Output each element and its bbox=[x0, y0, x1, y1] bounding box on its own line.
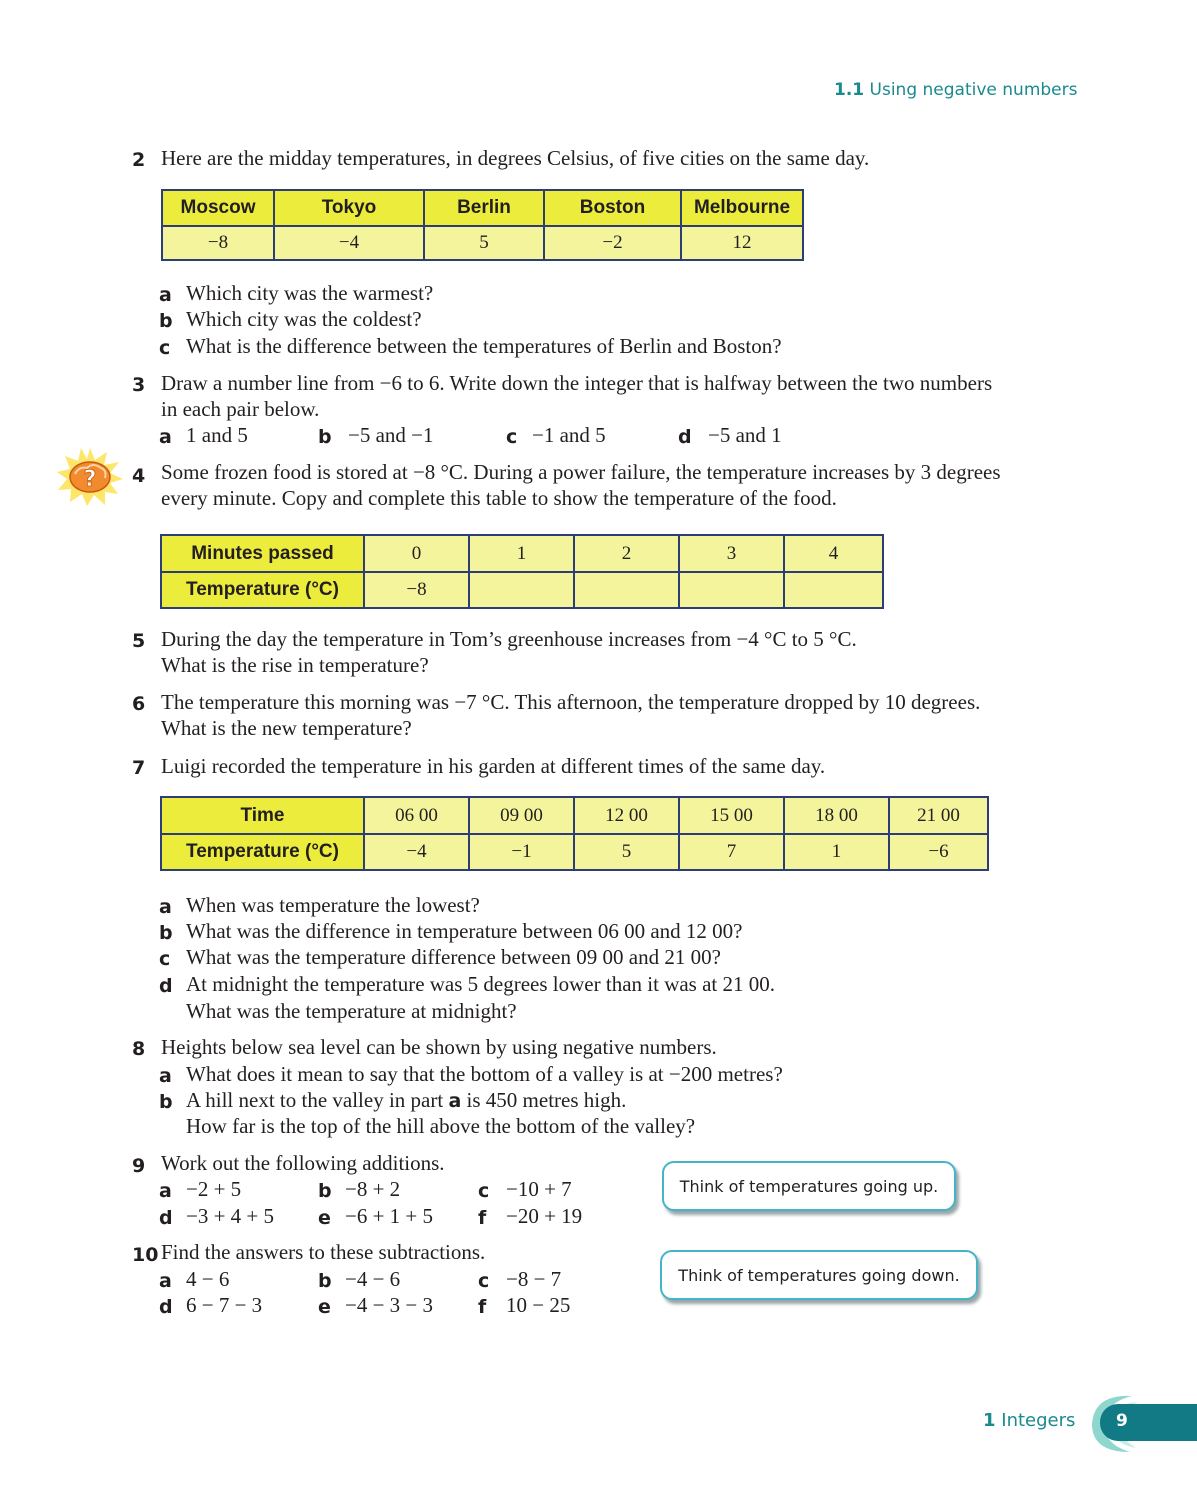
table-cell: 4 bbox=[784, 535, 883, 572]
table-cell bbox=[574, 572, 679, 608]
part-text: Which city was the warmest? bbox=[186, 281, 434, 305]
question-number: 4 bbox=[132, 465, 146, 487]
part-text bbox=[186, 1088, 626, 1113]
part-text: −8 + 2 bbox=[345, 1177, 401, 1201]
table-header-cell: Temperature (°C) bbox=[161, 834, 364, 870]
part-label: a bbox=[159, 284, 172, 306]
part-label: c bbox=[478, 1180, 490, 1202]
table-cell: 5 bbox=[574, 834, 679, 870]
question-text: Luigi recorded the temperature in his garden at different times of the same day. bbox=[161, 754, 826, 778]
table-cell bbox=[784, 572, 883, 608]
page-number-tab bbox=[1100, 1404, 1197, 1441]
page-number: 9 bbox=[1116, 1411, 1128, 1431]
part-text: −6 + 1 + 5 bbox=[345, 1204, 434, 1228]
table-cell: −2 bbox=[544, 226, 681, 260]
part-label: d bbox=[678, 426, 692, 448]
question-text: every minute. Copy and complete this table to show the temperature of the food. bbox=[161, 486, 837, 510]
chapter-title: Integers bbox=[1001, 1410, 1076, 1431]
table-cell: −8 bbox=[364, 572, 469, 608]
section-title: Using negative numbers bbox=[869, 80, 1078, 100]
svg-text:?: ? bbox=[83, 467, 97, 492]
question-number: 3 bbox=[132, 374, 146, 396]
table-header-cell: Minutes passed bbox=[161, 535, 364, 572]
table-cell: −4 bbox=[364, 834, 469, 870]
question-text: The temperature this morning was −7 °C. This afternoon, the temperature dropped by 10 degrees. bbox=[161, 690, 981, 714]
part-label: d bbox=[159, 1296, 173, 1318]
hint-box: Think of temperatures going down. bbox=[660, 1250, 978, 1300]
question-text: Here are the midday temperatures, in degrees Celsius, of five cities on the same day. bbox=[161, 146, 870, 170]
part-text: −10 + 7 bbox=[506, 1177, 572, 1201]
table-header-cell: Boston bbox=[544, 190, 681, 226]
part-text: What was the difference in temperature between 06 00 and 12 00? bbox=[186, 919, 743, 943]
part-label: e bbox=[318, 1296, 331, 1318]
part-label: b bbox=[318, 1270, 332, 1292]
part-text: −1 and 5 bbox=[532, 423, 606, 447]
question-text: Work out the following additions. bbox=[161, 1151, 445, 1175]
part-text: −8 − 7 bbox=[506, 1267, 562, 1291]
table-cell: 06 00 bbox=[364, 797, 469, 834]
part-label: e bbox=[318, 1207, 331, 1229]
question-number: 2 bbox=[132, 149, 146, 171]
question-number: 8 bbox=[132, 1038, 146, 1060]
table-cell bbox=[679, 572, 784, 608]
question-text: Heights below sea level can be shown by using negative numbers. bbox=[161, 1035, 717, 1059]
part-label: a bbox=[159, 1270, 172, 1292]
part-label: f bbox=[478, 1296, 487, 1318]
part-label: d bbox=[159, 975, 173, 997]
part-label: c bbox=[478, 1270, 490, 1292]
table-header-cell: Moscow bbox=[162, 190, 274, 226]
table-cell: 18 00 bbox=[784, 797, 889, 834]
part-text: 1 and 5 bbox=[186, 423, 248, 447]
part-label: b bbox=[318, 426, 332, 448]
part-label: b bbox=[318, 1180, 332, 1202]
chapter-number: 1 bbox=[983, 1410, 996, 1431]
question-text: Some frozen food is stored at −8 °C. During a power failure, the temperature increases by 3 degrees bbox=[161, 460, 1001, 484]
question-number: 10 bbox=[132, 1244, 159, 1266]
question-number: 9 bbox=[132, 1155, 146, 1177]
part-label: a bbox=[159, 896, 172, 918]
table-cell: −1 bbox=[469, 834, 574, 870]
question-text: Find the answers to these subtractions. bbox=[161, 1240, 486, 1264]
table-cell: 5 bbox=[424, 226, 544, 260]
part-text: −2 + 5 bbox=[186, 1177, 242, 1201]
part-text: −5 and −1 bbox=[348, 423, 434, 447]
part-text: What does it mean to say that the bottom of a valley is at −200 metres? bbox=[186, 1062, 783, 1086]
part-text: 4 − 6 bbox=[186, 1267, 230, 1291]
hint-box: Think of temperatures going up. bbox=[662, 1161, 956, 1211]
table-header-cell: Berlin bbox=[424, 190, 544, 226]
part-label: c bbox=[159, 948, 171, 970]
part-text: 10 − 25 bbox=[506, 1293, 571, 1317]
table-cell: 1 bbox=[784, 834, 889, 870]
table-cell: 7 bbox=[679, 834, 784, 870]
question-text: During the day the temperature in Tom’s greenhouse increases from −4 °C to 5 °C. bbox=[161, 627, 857, 651]
part-text: How far is the top of the hill above the bottom of the valley? bbox=[186, 1114, 696, 1138]
part-label: d bbox=[159, 1207, 173, 1229]
table-cell: 3 bbox=[679, 535, 784, 572]
table-header-cell: Tokyo bbox=[274, 190, 424, 226]
running-head bbox=[834, 80, 1077, 100]
table-cell: −8 bbox=[162, 226, 274, 260]
part-label: a bbox=[159, 1065, 172, 1087]
table-cell: 0 bbox=[364, 535, 469, 572]
part-text: Which city was the coldest? bbox=[186, 307, 422, 331]
table-cell: −6 bbox=[889, 834, 988, 870]
question-text: Draw a number line from −6 to 6. Write down the integer that is halfway between the two numbers bbox=[161, 371, 993, 395]
section-number: 1.1 bbox=[834, 80, 865, 100]
part-text: What is the difference between the temperatures of Berlin and Boston? bbox=[186, 334, 782, 358]
part-text: At midnight the temperature was 5 degrees lower than it was at 21 00. bbox=[186, 972, 776, 996]
part-label: a bbox=[159, 1180, 172, 1202]
part-label: b bbox=[159, 1091, 173, 1113]
part-text: −4 − 3 − 3 bbox=[345, 1293, 434, 1317]
part-text: −5 and 1 bbox=[708, 423, 782, 447]
part-text: When was temperature the lowest? bbox=[186, 893, 480, 917]
table-header-cell: Melbourne bbox=[681, 190, 803, 226]
part-text: 6 − 7 − 3 bbox=[186, 1293, 263, 1317]
part-text-segment: A hill next to the valley in part bbox=[186, 1088, 444, 1112]
question-text: What is the rise in temperature? bbox=[161, 653, 429, 677]
city-temperature-table bbox=[161, 189, 804, 261]
chapter-label bbox=[983, 1410, 1075, 1431]
question-number: 7 bbox=[132, 757, 146, 779]
part-label: c bbox=[506, 426, 518, 448]
table-cell: 12 bbox=[681, 226, 803, 260]
part-label: b bbox=[159, 310, 173, 332]
question-number: 5 bbox=[132, 630, 146, 652]
frozen-food-table bbox=[160, 534, 884, 609]
table-cell bbox=[469, 572, 574, 608]
table-cell: 21 00 bbox=[889, 797, 988, 834]
part-label: b bbox=[159, 922, 173, 944]
part-reference: a bbox=[448, 1090, 462, 1112]
table-cell: −4 bbox=[274, 226, 424, 260]
table-cell: 12 00 bbox=[574, 797, 679, 834]
part-text: What was the temperature difference between 09 00 and 21 00? bbox=[186, 945, 721, 969]
puzzle-brain-icon bbox=[57, 448, 123, 506]
part-label: a bbox=[159, 426, 172, 448]
table-cell: 1 bbox=[469, 535, 574, 572]
question-number: 6 bbox=[132, 693, 146, 715]
part-label: c bbox=[159, 337, 171, 359]
table-header-cell: Time bbox=[161, 797, 364, 834]
table-cell: 09 00 bbox=[469, 797, 574, 834]
question-text: What is the new temperature? bbox=[161, 716, 412, 740]
part-text: −20 + 19 bbox=[506, 1204, 583, 1228]
part-text: −3 + 4 + 5 bbox=[186, 1204, 275, 1228]
table-cell: 15 00 bbox=[679, 797, 784, 834]
part-text-segment: is 450 metres high. bbox=[466, 1088, 627, 1112]
part-text: −4 − 6 bbox=[345, 1267, 401, 1291]
question-text: in each pair below. bbox=[161, 397, 320, 421]
part-label: f bbox=[478, 1207, 487, 1229]
garden-temperature-table bbox=[160, 796, 989, 871]
table-header-cell: Temperature (°C) bbox=[161, 572, 364, 608]
table-cell: 2 bbox=[574, 535, 679, 572]
part-text: What was the temperature at midnight? bbox=[186, 999, 517, 1023]
